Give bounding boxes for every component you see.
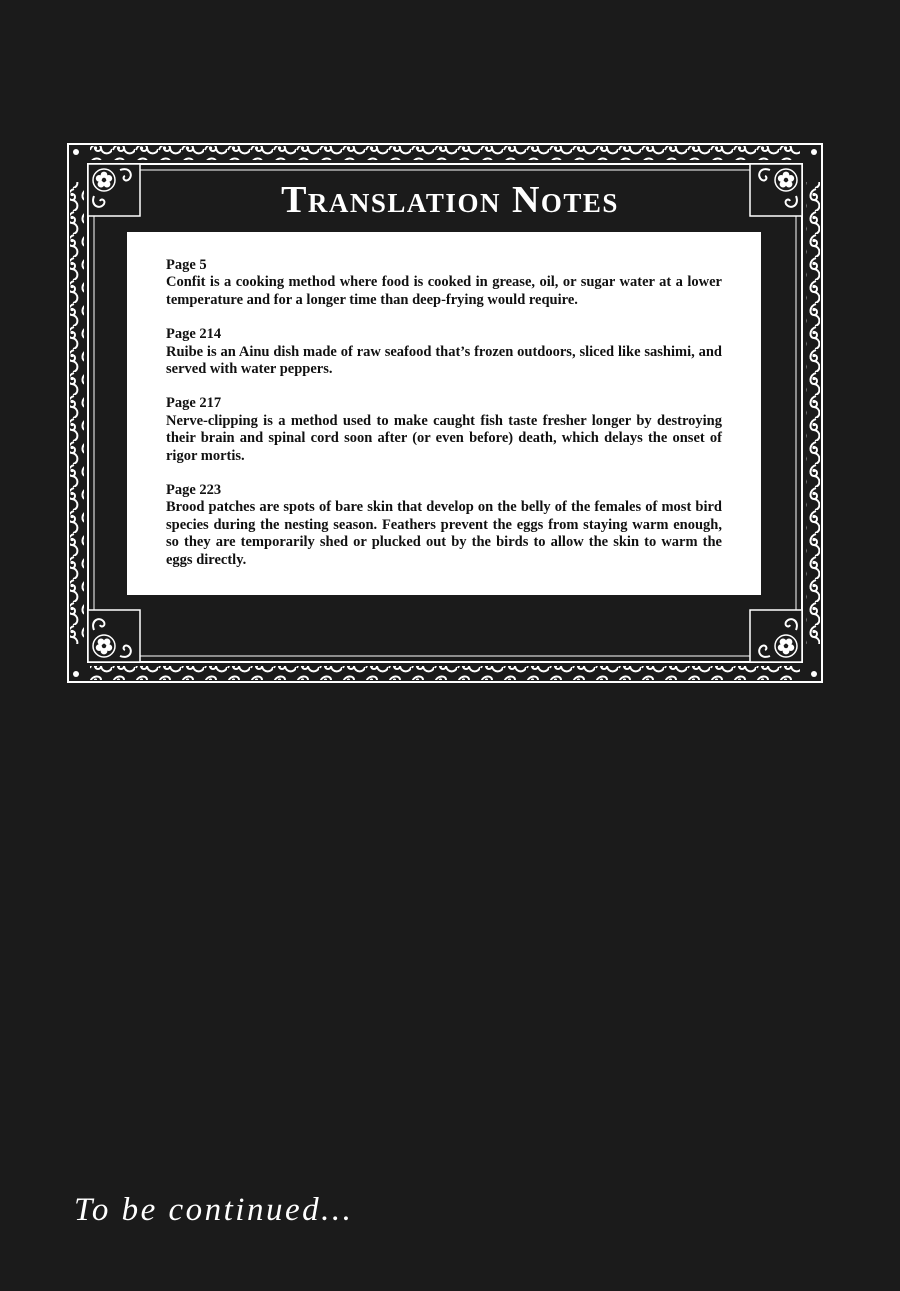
- note-page-ref: Page 5: [166, 257, 207, 273]
- note-page-ref: Page 223: [166, 482, 222, 499]
- to-be-continued-text: To be continued...: [74, 1192, 354, 1228]
- note-text: Nerve-clipping is a method used to make caught fish taste fresher longer by destroying their brain and spinal cord soon after (or even before) death, which delays the onset of rigor mortis.: [166, 412, 722, 464]
- note-text: Confit is a cooking method where food is cooked in grease, oil, or sugar water at a lower temperature and for a longer time than deep-frying would require.: [166, 274, 722, 308]
- note-item: [166, 326, 722, 378]
- note-text: Ruibe is an Ainu dish made of raw seafood that’s frozen outdoors, sliced like sashimi, and served with water peppers.: [166, 343, 722, 378]
- translation-notes-panel: [127, 232, 761, 595]
- note-page-ref: Page 217: [166, 395, 222, 412]
- note-page-ref: Page 214: [166, 326, 222, 343]
- note-text: Brood patches are spots of bare skin that develop on the belly of the females of most bird species during the nesting season. Feathers prevent the eggs from staying warm enough, so they are temporarily shed or plucked out by the birds to allow the skin to warm the eggs directly.: [166, 499, 722, 568]
- page-title: Translation Notes: [281, 179, 619, 221]
- note-item: [166, 395, 722, 465]
- note-item: [166, 482, 722, 569]
- note-item: [166, 257, 722, 309]
